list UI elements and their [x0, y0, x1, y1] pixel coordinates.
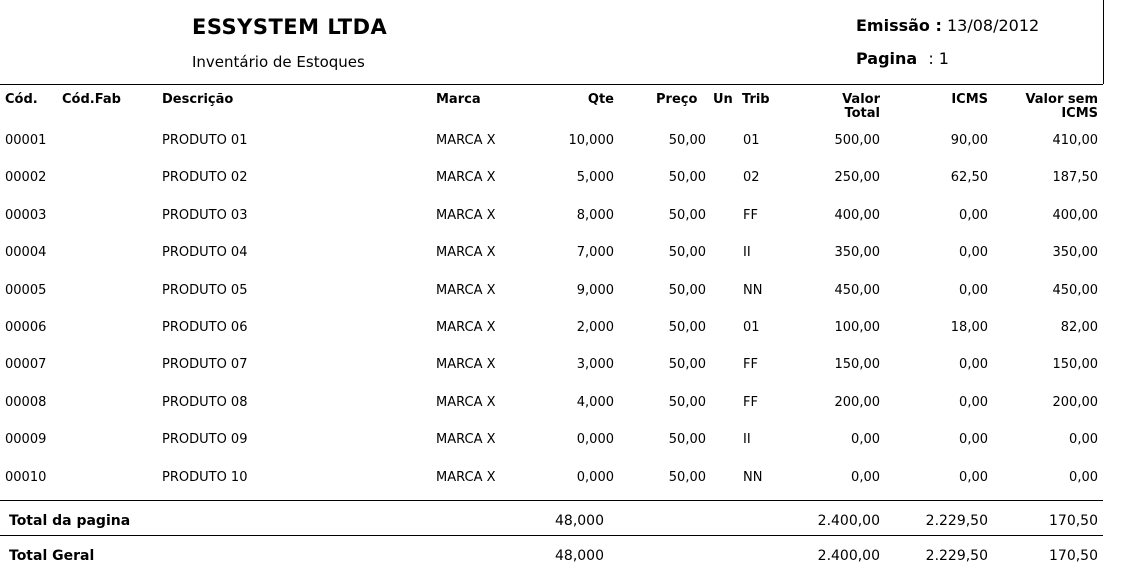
cell-icms: 18,00	[950, 320, 988, 335]
cell-marca: MARCA X	[436, 245, 496, 260]
cell-icms: 0,00	[959, 208, 988, 223]
cell-valor-sem-icms: 150,00	[1052, 357, 1098, 372]
cell-marca: MARCA X	[436, 357, 496, 372]
cell-preco: 50,00	[668, 357, 706, 372]
right-border	[1103, 0, 1104, 84]
cell-descricao: PRODUTO 05	[162, 283, 248, 298]
cell-icms: 90,00	[950, 133, 988, 148]
cell-preco: 50,00	[668, 320, 706, 335]
cell-trib: NN	[743, 283, 763, 298]
cell-preco: 50,00	[668, 245, 706, 260]
cell-marca: MARCA X	[436, 395, 496, 410]
cell-marca: MARCA X	[436, 470, 496, 485]
col-valor-total-line1: Valor	[842, 92, 880, 107]
cell-valor-sem-icms: 0,00	[1069, 432, 1098, 447]
cell-trib: II	[743, 432, 751, 447]
cell-descricao: PRODUTO 02	[162, 170, 248, 185]
cell-descricao: PRODUTO 10	[162, 470, 248, 485]
cell-marca: MARCA X	[436, 170, 496, 185]
cell-descricao: PRODUTO 03	[162, 208, 248, 223]
col-icms: ICMS	[951, 92, 988, 107]
page-label: Pagina	[856, 49, 918, 68]
cell-valor-total: 400,00	[834, 208, 880, 223]
cell-cod: 00009	[5, 432, 47, 447]
cell-cod: 00005	[5, 283, 47, 298]
grand-total-valor-total: 2.400,00	[817, 548, 880, 564]
cell-cod: 00010	[5, 470, 47, 485]
cell-valor-total: 250,00	[834, 170, 880, 185]
page-value: : 1	[928, 49, 949, 68]
cell-trib: II	[743, 245, 751, 260]
cell-preco: 50,00	[668, 395, 706, 410]
cell-qte: 0,000	[576, 432, 614, 447]
header-divider	[0, 84, 1103, 85]
cell-preco: 50,00	[668, 208, 706, 223]
cell-descricao: PRODUTO 08	[162, 395, 248, 410]
cell-trib: 01	[743, 133, 760, 148]
company-name: ESSYSTEM LTDA	[192, 15, 388, 39]
grand-total-label: Total Geral	[9, 548, 95, 564]
total-page-label: Total da pagina	[9, 513, 131, 529]
cell-descricao: PRODUTO 06	[162, 320, 248, 335]
cell-preco: 50,00	[668, 432, 706, 447]
cell-valor-total: 0,00	[851, 470, 880, 485]
cell-icms: 0,00	[959, 470, 988, 485]
cell-trib: FF	[743, 208, 758, 223]
cell-icms: 62,50	[950, 170, 988, 185]
cell-marca: MARCA X	[436, 320, 496, 335]
cell-qte: 5,000	[576, 170, 614, 185]
cell-marca: MARCA X	[436, 283, 496, 298]
cell-preco: 50,00	[668, 283, 706, 298]
total-page-valor-sem-icms: 170,50	[1049, 513, 1098, 529]
cell-cod: 00004	[5, 245, 47, 260]
emission-date	[856, 16, 1039, 35]
cell-preco: 50,00	[668, 133, 706, 148]
cell-valor-sem-icms: 350,00	[1052, 245, 1098, 260]
cell-trib: FF	[743, 357, 758, 372]
cell-trib: FF	[743, 395, 758, 410]
cell-qte: 4,000	[576, 395, 614, 410]
cell-cod: 00006	[5, 320, 47, 335]
cell-descricao: PRODUTO 07	[162, 357, 248, 372]
cell-valor-sem-icms: 82,00	[1060, 320, 1098, 335]
emission-value: 13/08/2012	[946, 16, 1040, 35]
grand-total-divider	[0, 535, 1103, 536]
col-trib: Trib	[742, 92, 770, 107]
total-page-icms: 2.229,50	[925, 513, 988, 529]
cell-qte: 8,000	[576, 208, 614, 223]
cell-cod: 00001	[5, 133, 47, 148]
cell-icms: 0,00	[959, 283, 988, 298]
col-valor-sem-line1: Valor sem	[1025, 92, 1098, 107]
cell-valor-sem-icms: 400,00	[1052, 208, 1098, 223]
cell-icms: 0,00	[959, 432, 988, 447]
col-cod: Cód.	[5, 92, 38, 107]
cell-preco: 50,00	[668, 470, 706, 485]
cell-marca: MARCA X	[436, 133, 496, 148]
cell-qte: 9,000	[576, 283, 614, 298]
cell-qte: 3,000	[576, 357, 614, 372]
cell-marca: MARCA X	[436, 432, 496, 447]
cell-qte: 0,000	[576, 470, 614, 485]
col-cod-fab: Cód.Fab	[62, 92, 121, 107]
cell-valor-total: 350,00	[834, 245, 880, 260]
cell-icms: 0,00	[959, 395, 988, 410]
cell-qte: 10,000	[568, 133, 614, 148]
cell-descricao: PRODUTO 01	[162, 133, 248, 148]
cell-icms: 0,00	[959, 245, 988, 260]
cell-valor-total: 200,00	[834, 395, 880, 410]
cell-marca: MARCA X	[436, 208, 496, 223]
report-subtitle: Inventário de Estoques	[192, 53, 365, 71]
cell-valor-total: 500,00	[834, 133, 880, 148]
cell-valor-sem-icms: 200,00	[1052, 395, 1098, 410]
col-qte: Qte	[587, 92, 614, 107]
cell-icms: 0,00	[959, 357, 988, 372]
cell-trib: NN	[743, 470, 763, 485]
cell-valor-sem-icms: 450,00	[1052, 283, 1098, 298]
total-page-qte: 48,000	[555, 513, 604, 529]
cell-preco: 50,00	[668, 170, 706, 185]
col-valor-sem-line2: ICMS	[1061, 106, 1098, 121]
emission-label: Emissão :	[856, 16, 942, 35]
cell-cod: 00003	[5, 208, 47, 223]
cell-descricao: PRODUTO 09	[162, 432, 248, 447]
totals-divider	[0, 500, 1103, 501]
cell-valor-total: 150,00	[834, 357, 880, 372]
cell-cod: 00007	[5, 357, 47, 372]
col-preco: Preço	[656, 92, 698, 107]
cell-cod: 00008	[5, 395, 47, 410]
cell-trib: 01	[743, 320, 760, 335]
cell-valor-sem-icms: 0,00	[1069, 470, 1098, 485]
cell-qte: 2,000	[576, 320, 614, 335]
grand-total-icms: 2.229,50	[925, 548, 988, 564]
page-number	[856, 49, 949, 68]
cell-qte: 7,000	[576, 245, 614, 260]
cell-valor-total: 450,00	[834, 283, 880, 298]
total-page-valor-total: 2.400,00	[817, 513, 880, 529]
cell-valor-sem-icms: 187,50	[1052, 170, 1098, 185]
grand-total-qte: 48,000	[555, 548, 604, 564]
col-valor-total-line2: Total	[844, 106, 880, 121]
cell-valor-sem-icms: 410,00	[1052, 133, 1098, 148]
col-marca: Marca	[436, 92, 481, 107]
col-descricao: Descrição	[162, 92, 234, 107]
cell-cod: 00002	[5, 170, 47, 185]
cell-valor-total: 100,00	[834, 320, 880, 335]
grand-total-valor-sem-icms: 170,50	[1049, 548, 1098, 564]
col-un: Un	[713, 92, 733, 107]
cell-trib: 02	[743, 170, 760, 185]
cell-descricao: PRODUTO 04	[162, 245, 248, 260]
cell-valor-total: 0,00	[851, 432, 880, 447]
